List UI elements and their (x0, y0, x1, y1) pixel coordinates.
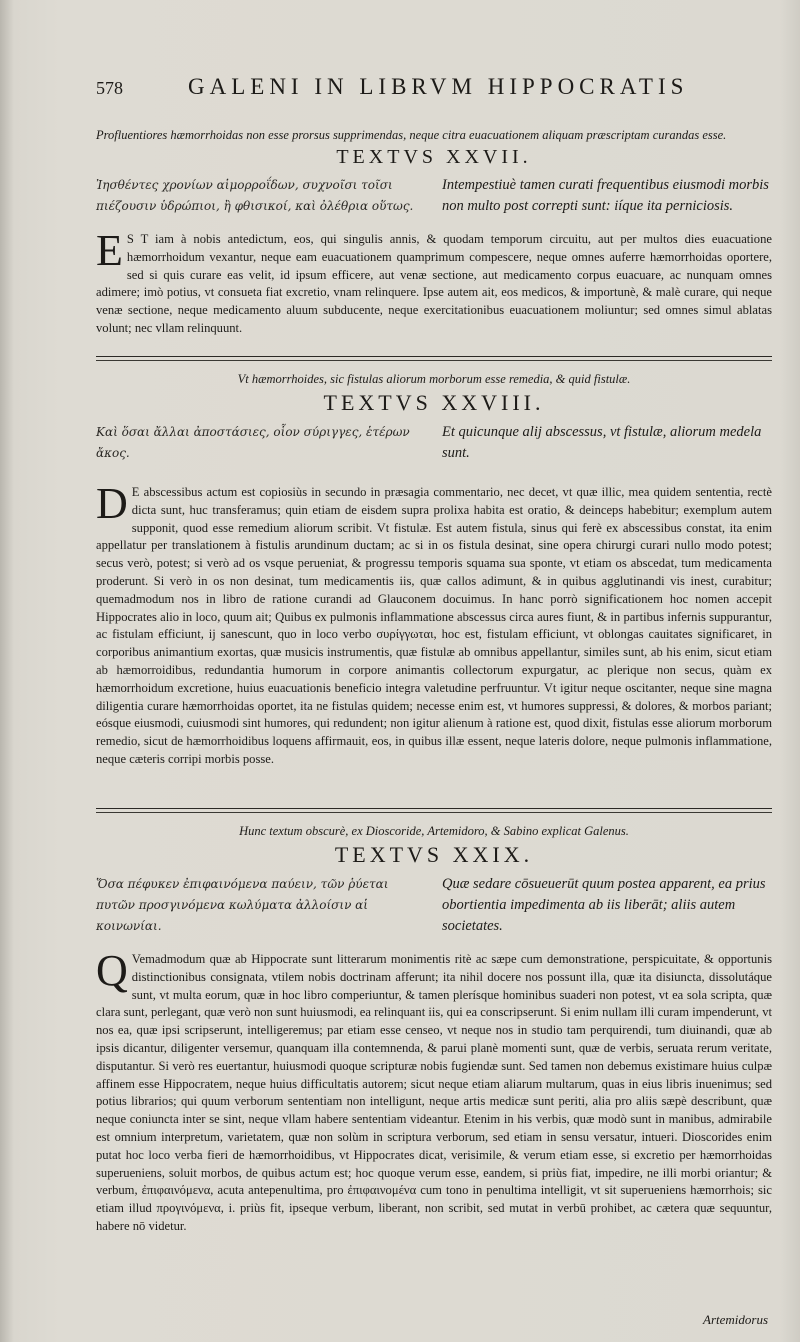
greek-aphorism: Ὅσα πέφυκεν ἐπιφαινόμενα παύειν, τῶν ῥύεται πυτῶν προσγινόμενα κωλύματα ἀλλοίσιν αἱ κοινωνίαι. (96, 877, 389, 933)
catchword: Artemidorus (703, 1312, 768, 1327)
section-caption: Hunc textum obscurè, ex Dioscoride, Artemidoro, & Sabino explicat Galenus. (239, 824, 629, 838)
commentary (96, 226, 772, 338)
drop-cap: E (96, 226, 123, 275)
drop-cap: D (96, 479, 128, 528)
parallel-text (96, 422, 772, 464)
textus-heading: TEXTVS XXVIII. (323, 390, 545, 415)
commentary-text: Vemadmodum quæ ab Hippocrate sunt litterarum monimentis ritè ac sæpe cum demonstratione, perspicuitate, & opportunis distinctionibus consignata, vtilem nobis doctrinam afferunt; ita nihil docere nos possunt illa, quæ ita disiuncta, dissolutáque sunt, vt multa eorum, quæ in hoc libro comperiuntur, & tamen plerísque hominibus suaderi non potest, vt ea sola scripta, quæ clara sunt, perlegant, quæ verò non sunt huiusmodi, ea relinquant iis, qui ea conscripserunt. Si enim nullam illi curam impenderunt, vt nos ea, quæ ipsi scripserunt, intelligeremus; par etiam esse censeo, vt neque nos in studio tam perquirendi, tum diuinandi, quæ ab ipsis dicantur, diligenter versemur, quanquam illa contemnenda, & parui planè momenti sunt, quæ de verbis, seruata rerum veritate, disputantur. Si verò res euertantur, huiusmodi quoque scripturæ nobis fugiendæ sunt. Sed tamen non debemus existimare huius culpæ affinem esse Hippocratem, neque huius difficultatis autorem; sicut neque etiam aliarum multarum, quas in eius libris inuenimus; sed potius librarios; qui quum verborum sententiam non intelligunt, neque artis medicæ sunt periti, alia pro aliis sæpè describunt, quæ neque coniuncta inter se sint, neque vllam habere sententiam videantur. Etenim in his verbis, quæ modò sunt in manibus, admirabile est omnium interpretum, varietatem, quæ non solùm in scriptura verborum, sed etiam in sensu versatur, intueri. Dioscorides enim putat hoc loco verba fieri de hæmorrhoidibus, vt Hippocrates dicat, verisimile, & verum etiam esse, si excretio per hæmorrhoidas superueniens, soluit morbos, de quibus actum est; hoc quoque verum esse, eandem, si priùs fiat, impedire, ne illi morbi oriantur; & verbum, ἐπιφαινόμενα, acuta antepenultima, pro ἐπιφαινομένα cum tono in penultima intelligit, vt sit superueniens hæmorrhois; sic etiam illud προγινόμενα, i. priùs fit, ipseque verbum, liberant, non scribit, sed mutat in verbū prohibet, ac cætera quæ sequuntur, habere nō videtur. (96, 952, 772, 1233)
section-textus-29 (96, 824, 772, 1236)
running-head (96, 74, 756, 104)
commentary (96, 479, 772, 769)
textus-heading: TEXTVS XXVII. (336, 146, 532, 168)
running-title: GALENI IN LIBRVM HIPPOCRATIS (188, 74, 689, 99)
commentary (96, 946, 772, 1236)
commentary-text: E abscessibus actum est copiosiùs in secundo in præsagia commentario, nec decet, vt quæ illic, mea quidem sententia, rectè dicta sunt, huc transferamus; quin etiam de eisdem supra prolixa habita est oratio, & deinceps habebitur; exemplum autem supponit, quod esse remedium aliorum scribit. Vt fistulæ. Est autem fistula, sinus qui ferè ex abscessibus constat, ita enim appellatur per translationem à fistulis arundinum ductam; ac si in os fistula desinat, sine opera chirurgi curari nullo modo potest; secus verò, potest; si verò ad os vsque perueniat, & progressu temporis squama sua sponte, vt etiam os abscedat, tum medicamenta proderunt. Si verò in os non desinat, tum medicamentis iis, quæ callos adimunt, & in quibus agglutinandi vis inest, curabitur; quemadmodum nos in libro de ratione curandi ad Glauconem docuimus. In hanc porrò significationem hoc nomen accepit Hippocrates alio in loco, quum ait; Quibus ex pulmonis inflammatione abscessus circa aures fiunt, & in partibus infernis suppurantur, ac fistulam efficiunt, ij sanescunt, quo in loco verbo συρίγγωται, hoc est, fistulam efficiunt, vt oblongas cauitates significaret, in corporibus animantium exortas, quæ musicis instrumentis, quæ fistulæ ab omnibus appellantur, similes sunt, ab his enim, sicut etiam ab hæmorroidibus, redundantia humorum in corpore animantis collectorum expurgatur, ac plerique non secus, quàm ex hæmorrhoidum excretione, huius euacuationis beneficio integra valetudine perfruuntur. Vt igitur neque oscitanter, neque sine magna diligentia curare hæmorrhoidas oportet, ita ne fistulas quidem; necesse enim est, vt humores suppressi, & dolores, & morbos pariant; eósque eiusmodi, cuiusmodi sint humores, qui redundent; non igitur alienum à ratione est, quod dixit, fistulas esse aliorum morborum remedio, sicut de hæmorrhoidibus loquens affirmauit, eos, in quibus illæ essent, neque lateris dolore, neque pulmonis inflammatione, neque cæteris corripi morbis posse. (96, 485, 772, 766)
section-textus-28 (96, 372, 772, 769)
parallel-text (96, 874, 772, 937)
greek-aphorism: Καὶ ὅσαι ἄλλαι ἀποστάσιες, οἷον σύριγγες, ἑτέρων ἄκος. (96, 425, 410, 460)
latin-translation: Intempestiuè tamen curati frequentibus eiusmodi morbis non multo post correpti sunt: iíque ita perniciosis. (442, 177, 769, 214)
parallel-text (96, 175, 772, 217)
commentary-text: S T iam à nobis antedictum, eos, qui singulis annis, & quodam temporum circuitu, aut per multos dies euacuatione hæmorrhoidum vexantur, neque eam euacuationem quamprimum compescere, neque omnes auferre hæmorrhoidas oportere, sed si quis curare eas velit, id ipsum efficere, aut venæ sectione, aut medicamento corpus euacuare, ac nunquam omnes adimere; imò potius, vt consueta fiat excretio, vnam relinquere. Ipse autem ait, eos medicos, & importunè, & malè curare, qui neque venæ sectione, neque medicamento aluum subducente, neque exercitationibus euacuationem moliuntur; sed omnes simul ablatas volunt; nec vllam relinquunt. (96, 232, 772, 335)
drop-cap: Q (96, 946, 128, 995)
greek-aphorism: Ἰησθέντες χρονίων αἱμορροΐδων, συχνοῖσι τοῖσι πιέζουσιν ὑδρώπιοι, ἢ φθισικοί, καὶ ὀλέθρια οὕτως. (96, 178, 414, 213)
page-number: 578 (96, 78, 123, 98)
latin-translation: Et quicunque alij abscessus, vt fistulæ, aliorum medela sunt. (442, 424, 762, 461)
section-textus-27 (96, 128, 772, 338)
section-caption: Vt hæmorrhoides, sic fistulas aliorum morborum esse remedia, & quid fistulæ. (237, 372, 631, 386)
textus-heading: TEXTVS XXIX. (334, 842, 534, 867)
latin-translation: Quæ sedare cōsueuerūt quum postea apparent, ea prius obortientia impedimenta ab iis liberāt; aliis autem societates. (442, 876, 766, 934)
section-caption: Profluentiores hæmorrhoidas non esse prorsus supprimendas, neque citra euacuationem aliquam præscriptam curandas esse. (96, 128, 727, 142)
